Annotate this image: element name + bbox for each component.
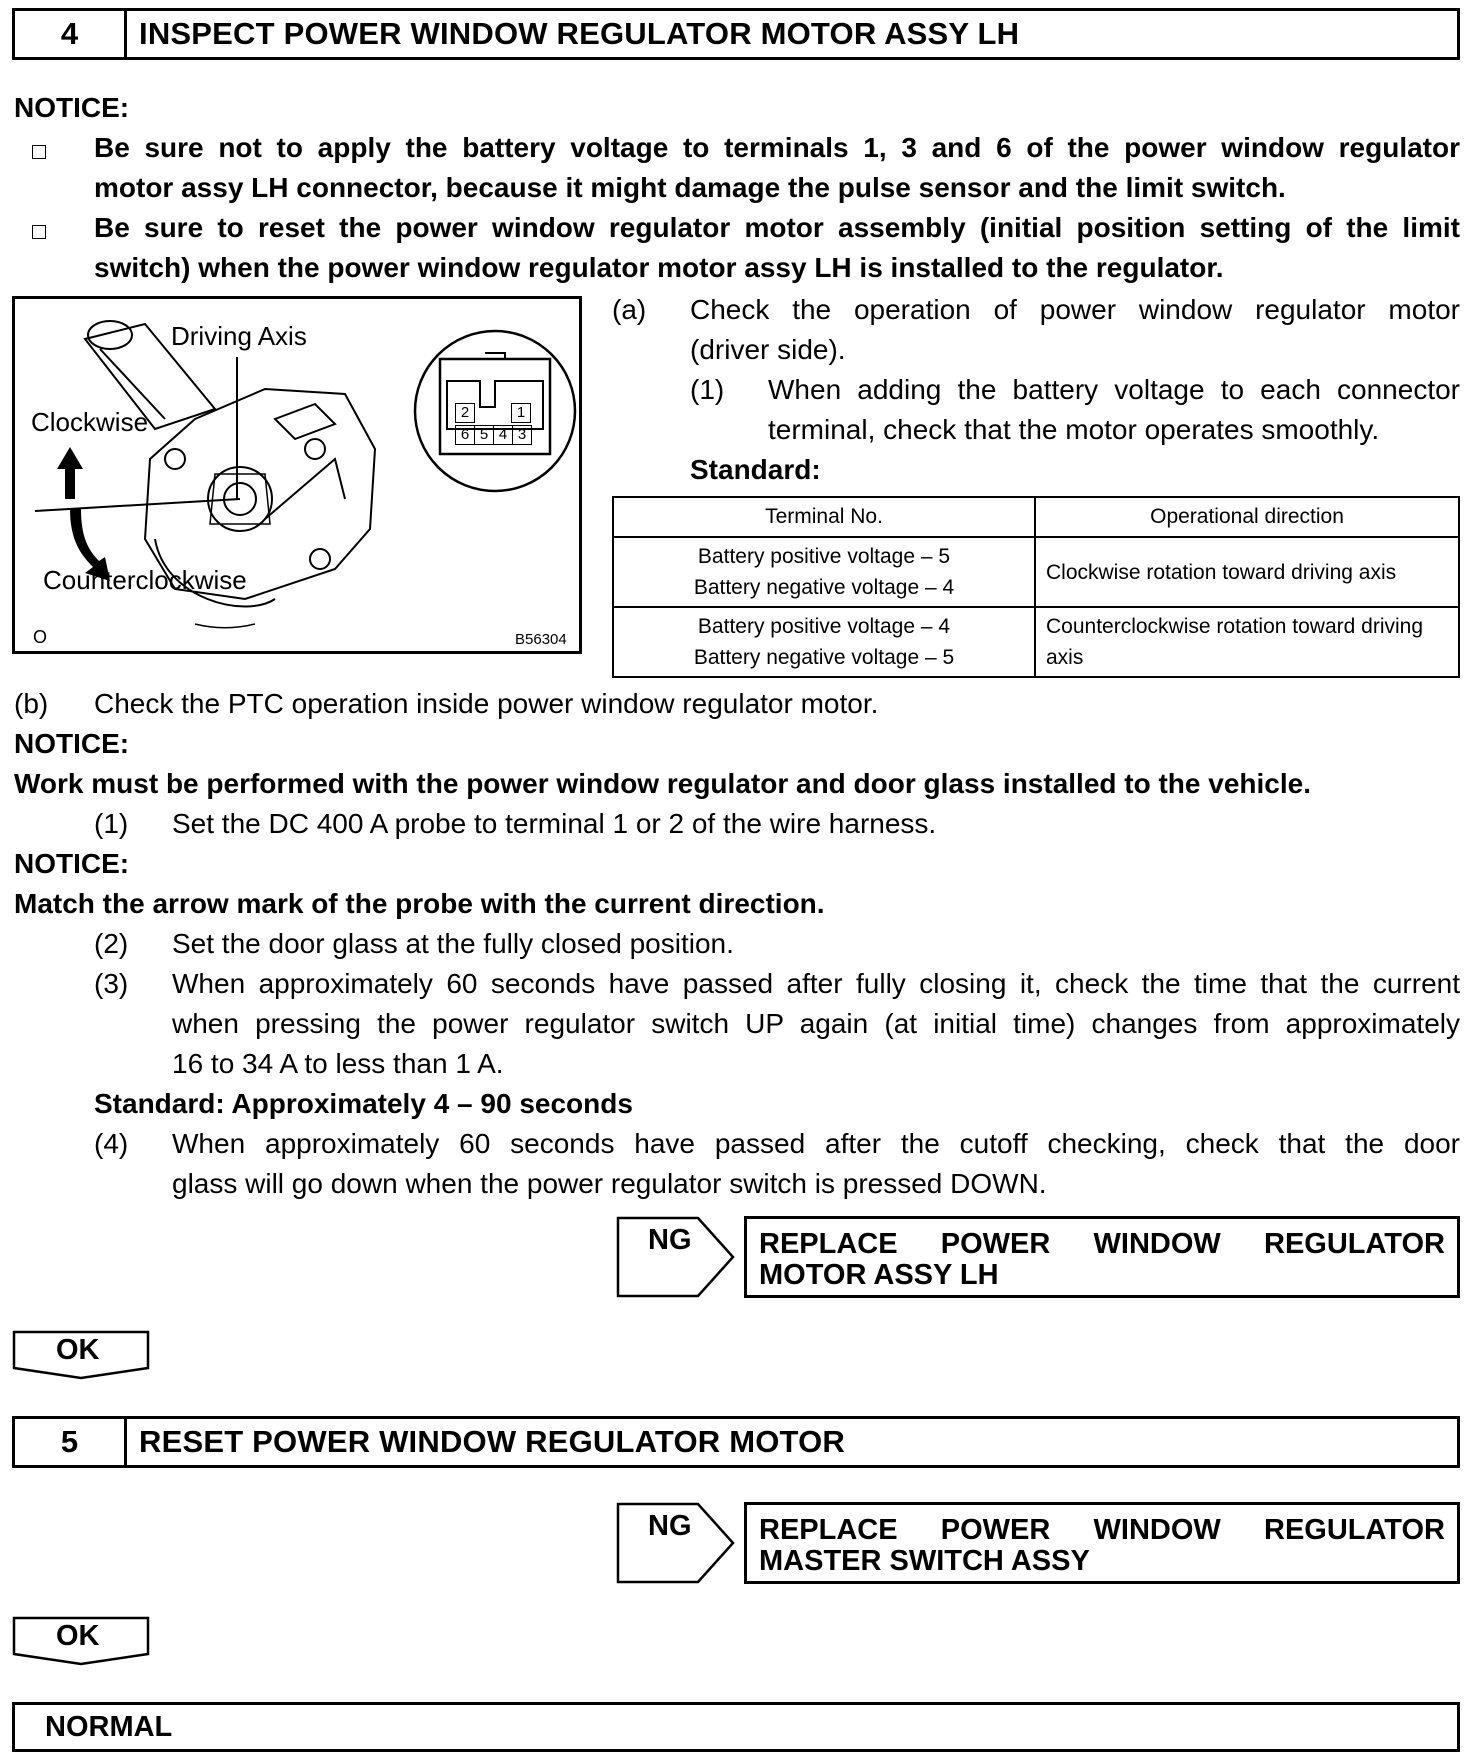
notice-text: motor assy LH connector, because it might damage the pulse sensor and the limit switch. (94, 172, 1286, 203)
notice-label: NOTICE: (14, 848, 130, 879)
direction-text: axis (1046, 646, 1084, 669)
table-cell (613, 537, 1035, 607)
step-a-text: (driver side). (690, 334, 846, 365)
step-b-sub2-text: Set the door glass at the fully closed position. (172, 928, 734, 959)
terminal-text: Battery positive voltage – 4 (697, 615, 951, 638)
ok-arrow[interactable] (12, 1330, 152, 1380)
ng-result-text: MOTOR ASSY LH (759, 1259, 999, 1291)
ng-result-box (744, 1216, 1460, 1298)
notice-label: NOTICE: (14, 728, 130, 759)
ng-result-text: REPLACE POWER WINDOW REGULATOR (759, 1514, 1445, 1546)
ng-label: NG (648, 1224, 692, 1256)
ok-arrow[interactable] (12, 1616, 152, 1666)
connector-pin: 4 (493, 425, 513, 445)
ng-label: NG (648, 1510, 692, 1542)
connector-pin: 3 (512, 425, 532, 445)
ng-result-text: REPLACE POWER WINDOW REGULATOR (759, 1228, 1445, 1260)
standard-table (612, 496, 1460, 678)
step-4-header (12, 8, 1460, 60)
step-a-marker: (a) (612, 294, 647, 325)
table-row (613, 607, 1459, 677)
table-header-row (613, 497, 1459, 537)
normal-label: NORMAL (45, 1710, 173, 1743)
terminal-text: Battery negative voltage – 5 (693, 646, 955, 669)
ng-result-box (744, 1502, 1460, 1584)
connector-pin: 5 (474, 425, 494, 445)
table-cell (613, 607, 1035, 677)
notice-text: Match the arrow mark of the probe with the current direction. (14, 888, 825, 919)
step-number: 5 (15, 1419, 127, 1465)
step-b-sub4-marker: (4) (94, 1128, 129, 1159)
notice-text: Be sure to reset the power window regulator motor assembly (initial position setting of the limit (94, 212, 1460, 243)
motor-figure (12, 296, 582, 654)
step-5-header (12, 1416, 1460, 1468)
terminal-text: Battery positive voltage – 5 (697, 545, 951, 568)
step-b-sub3-marker: (3) (94, 968, 129, 999)
direction-text: Counterclockwise rotation toward driving (1046, 615, 1424, 638)
step-title: RESET POWER WINDOW REGULATOR MOTOR (139, 1424, 846, 1459)
step-b-sub3-text: when pressing the power regulator switch UP again (at initial time) changes from approximately (172, 1008, 1460, 1039)
step-b-sub1-marker: (1) (94, 808, 129, 839)
step-b-marker: (b) (14, 688, 49, 719)
checkbox-bullet-icon (32, 145, 46, 159)
notice-text: Be sure not to apply the battery voltage to terminals 1, 3 and 6 of the power window regulator (94, 132, 1460, 163)
step-a-sub1-text: When adding the battery voltage to each connector (768, 374, 1460, 405)
step-b-sub4-text: When approximately 60 seconds have passed after the cutoff checking, check that the door (172, 1128, 1460, 1159)
normal-box (12, 1702, 1460, 1752)
step-b-text: Check the PTC operation inside power window regulator motor. (94, 688, 879, 719)
ng-arrow[interactable] (616, 1216, 736, 1298)
clockwise-label: Clockwise (31, 407, 149, 437)
direction-text: Clockwise rotation toward driving axis (1046, 560, 1397, 584)
figure-id: B56304 (515, 631, 567, 648)
table-cell (1035, 537, 1459, 607)
ok-label: OK (56, 1334, 100, 1366)
step-b-sub1-text: Set the DC 400 A probe to terminal 1 or 2 of the wire harness. (172, 808, 937, 839)
connector-pin: 6 (455, 425, 475, 445)
step-title: INSPECT POWER WINDOW REGULATOR MOTOR ASSY LH (139, 16, 1020, 51)
checkbox-bullet-icon (32, 225, 46, 239)
driving-axis-label: Driving Axis (171, 321, 307, 351)
step-b-sub3-text: 16 to 34 A to less than 1 A. (172, 1048, 504, 1079)
ng-arrow[interactable] (616, 1502, 736, 1584)
corner-mark: O (33, 627, 48, 647)
table-header: Operational direction (1035, 497, 1459, 537)
step-a-text: Check the operation of power window regulator motor (690, 294, 1460, 325)
table-cell (1035, 607, 1459, 677)
table-header: Terminal No. (613, 497, 1035, 537)
connector-pin: 1 (511, 403, 531, 423)
standard-text: Standard: Approximately 4 – 90 seconds (94, 1088, 633, 1119)
step-a-sub1-text: terminal, check that the motor operates smoothly. (768, 414, 1380, 445)
table-row (613, 537, 1459, 607)
ok-label: OK (56, 1620, 100, 1652)
notice-text: Work must be performed with the power window regulator and door glass installed to the vehicle. (14, 768, 1311, 799)
step-a-sub1-marker: (1) (690, 374, 725, 405)
terminal-text: Battery negative voltage – 4 (693, 576, 955, 599)
step-b-sub2-marker: (2) (94, 928, 129, 959)
step-b-sub4-text: glass will go down when the power regulator switch is pressed DOWN. (172, 1168, 1047, 1199)
notice-text: switch) when the power window regulator motor assy LH is installed to the regulator. (94, 252, 1224, 283)
connector-pin: 2 (455, 403, 475, 423)
step-number: 4 (15, 11, 127, 57)
step-b-sub3-text: When approximately 60 seconds have passed after fully closing it, check the time that the current (172, 968, 1460, 999)
notice-label: NOTICE: (14, 92, 130, 123)
counterclockwise-label: Counterclockwise (43, 565, 247, 595)
standard-label: Standard: (690, 454, 821, 485)
ng-result-text: MASTER SWITCH ASSY (759, 1545, 1090, 1577)
